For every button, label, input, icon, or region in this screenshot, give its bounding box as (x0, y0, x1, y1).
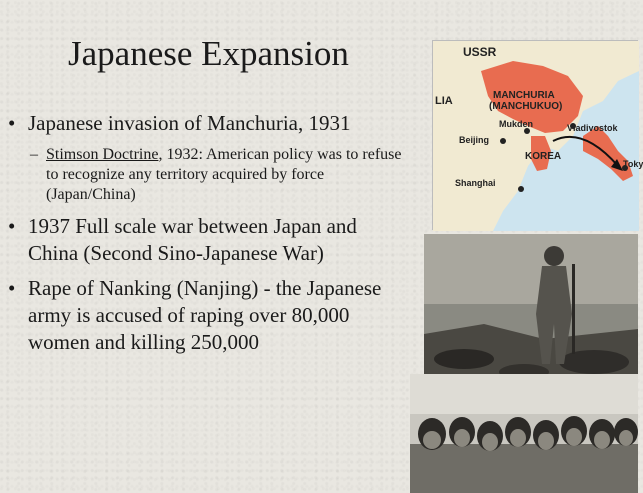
nanking-photo-graphic (410, 374, 638, 493)
map-label-shanghai: Shanghai (455, 178, 496, 188)
bullet-text: Japanese invasion of Manchuria, 1931 (28, 111, 351, 135)
map-label-vladivostok: Vladivostok (567, 123, 618, 133)
bullet-list (8, 110, 408, 364)
soldier-photo (424, 234, 638, 384)
bullet-item (8, 110, 408, 137)
map-label-ussr: USSR (463, 45, 497, 59)
bullet-item (8, 275, 408, 356)
east-asia-map (432, 40, 643, 230)
map-label-manchukuo: (MANCHUKUO) (489, 101, 563, 112)
stimson-doctrine-link[interactable]: Stimson Doctrine (46, 146, 159, 163)
nanking-photo (410, 374, 638, 493)
bullet-marker: • (8, 214, 16, 238)
beijing-marker (500, 138, 506, 144)
slide-title: Japanese Expansion (68, 34, 349, 73)
shanghai-marker (518, 186, 524, 192)
map-label-manchuria: MANCHURIA (493, 90, 555, 101)
map-label-mukden: Mukden (499, 119, 534, 129)
sub-bullet-item (8, 145, 408, 205)
bullet-marker: • (8, 111, 16, 135)
bullet-text: 1937 Full scale war between Japan and China (Second Sino-Japanese War) (28, 214, 357, 265)
bullet-text: Rape of Nanking (Nanjing) - the Japanese army is accused of raping over 80,000 women and killing 250,000 (28, 276, 382, 354)
bullet-marker: • (8, 276, 16, 300)
bullet-item (8, 213, 408, 267)
map-label-beijing: Beijing (459, 135, 490, 145)
map-label-tokyo: Toky (623, 159, 643, 169)
sub-bullet-marker: – (30, 146, 38, 163)
map-label-korea: KOREA (525, 151, 562, 162)
sub-bullet-text: , 1932: American policy was to refuse to recognize any territory acquired by force (Japan/China) (46, 146, 402, 203)
map-label-lia: LIA (435, 95, 453, 107)
soldier-photo-graphic (424, 234, 638, 384)
